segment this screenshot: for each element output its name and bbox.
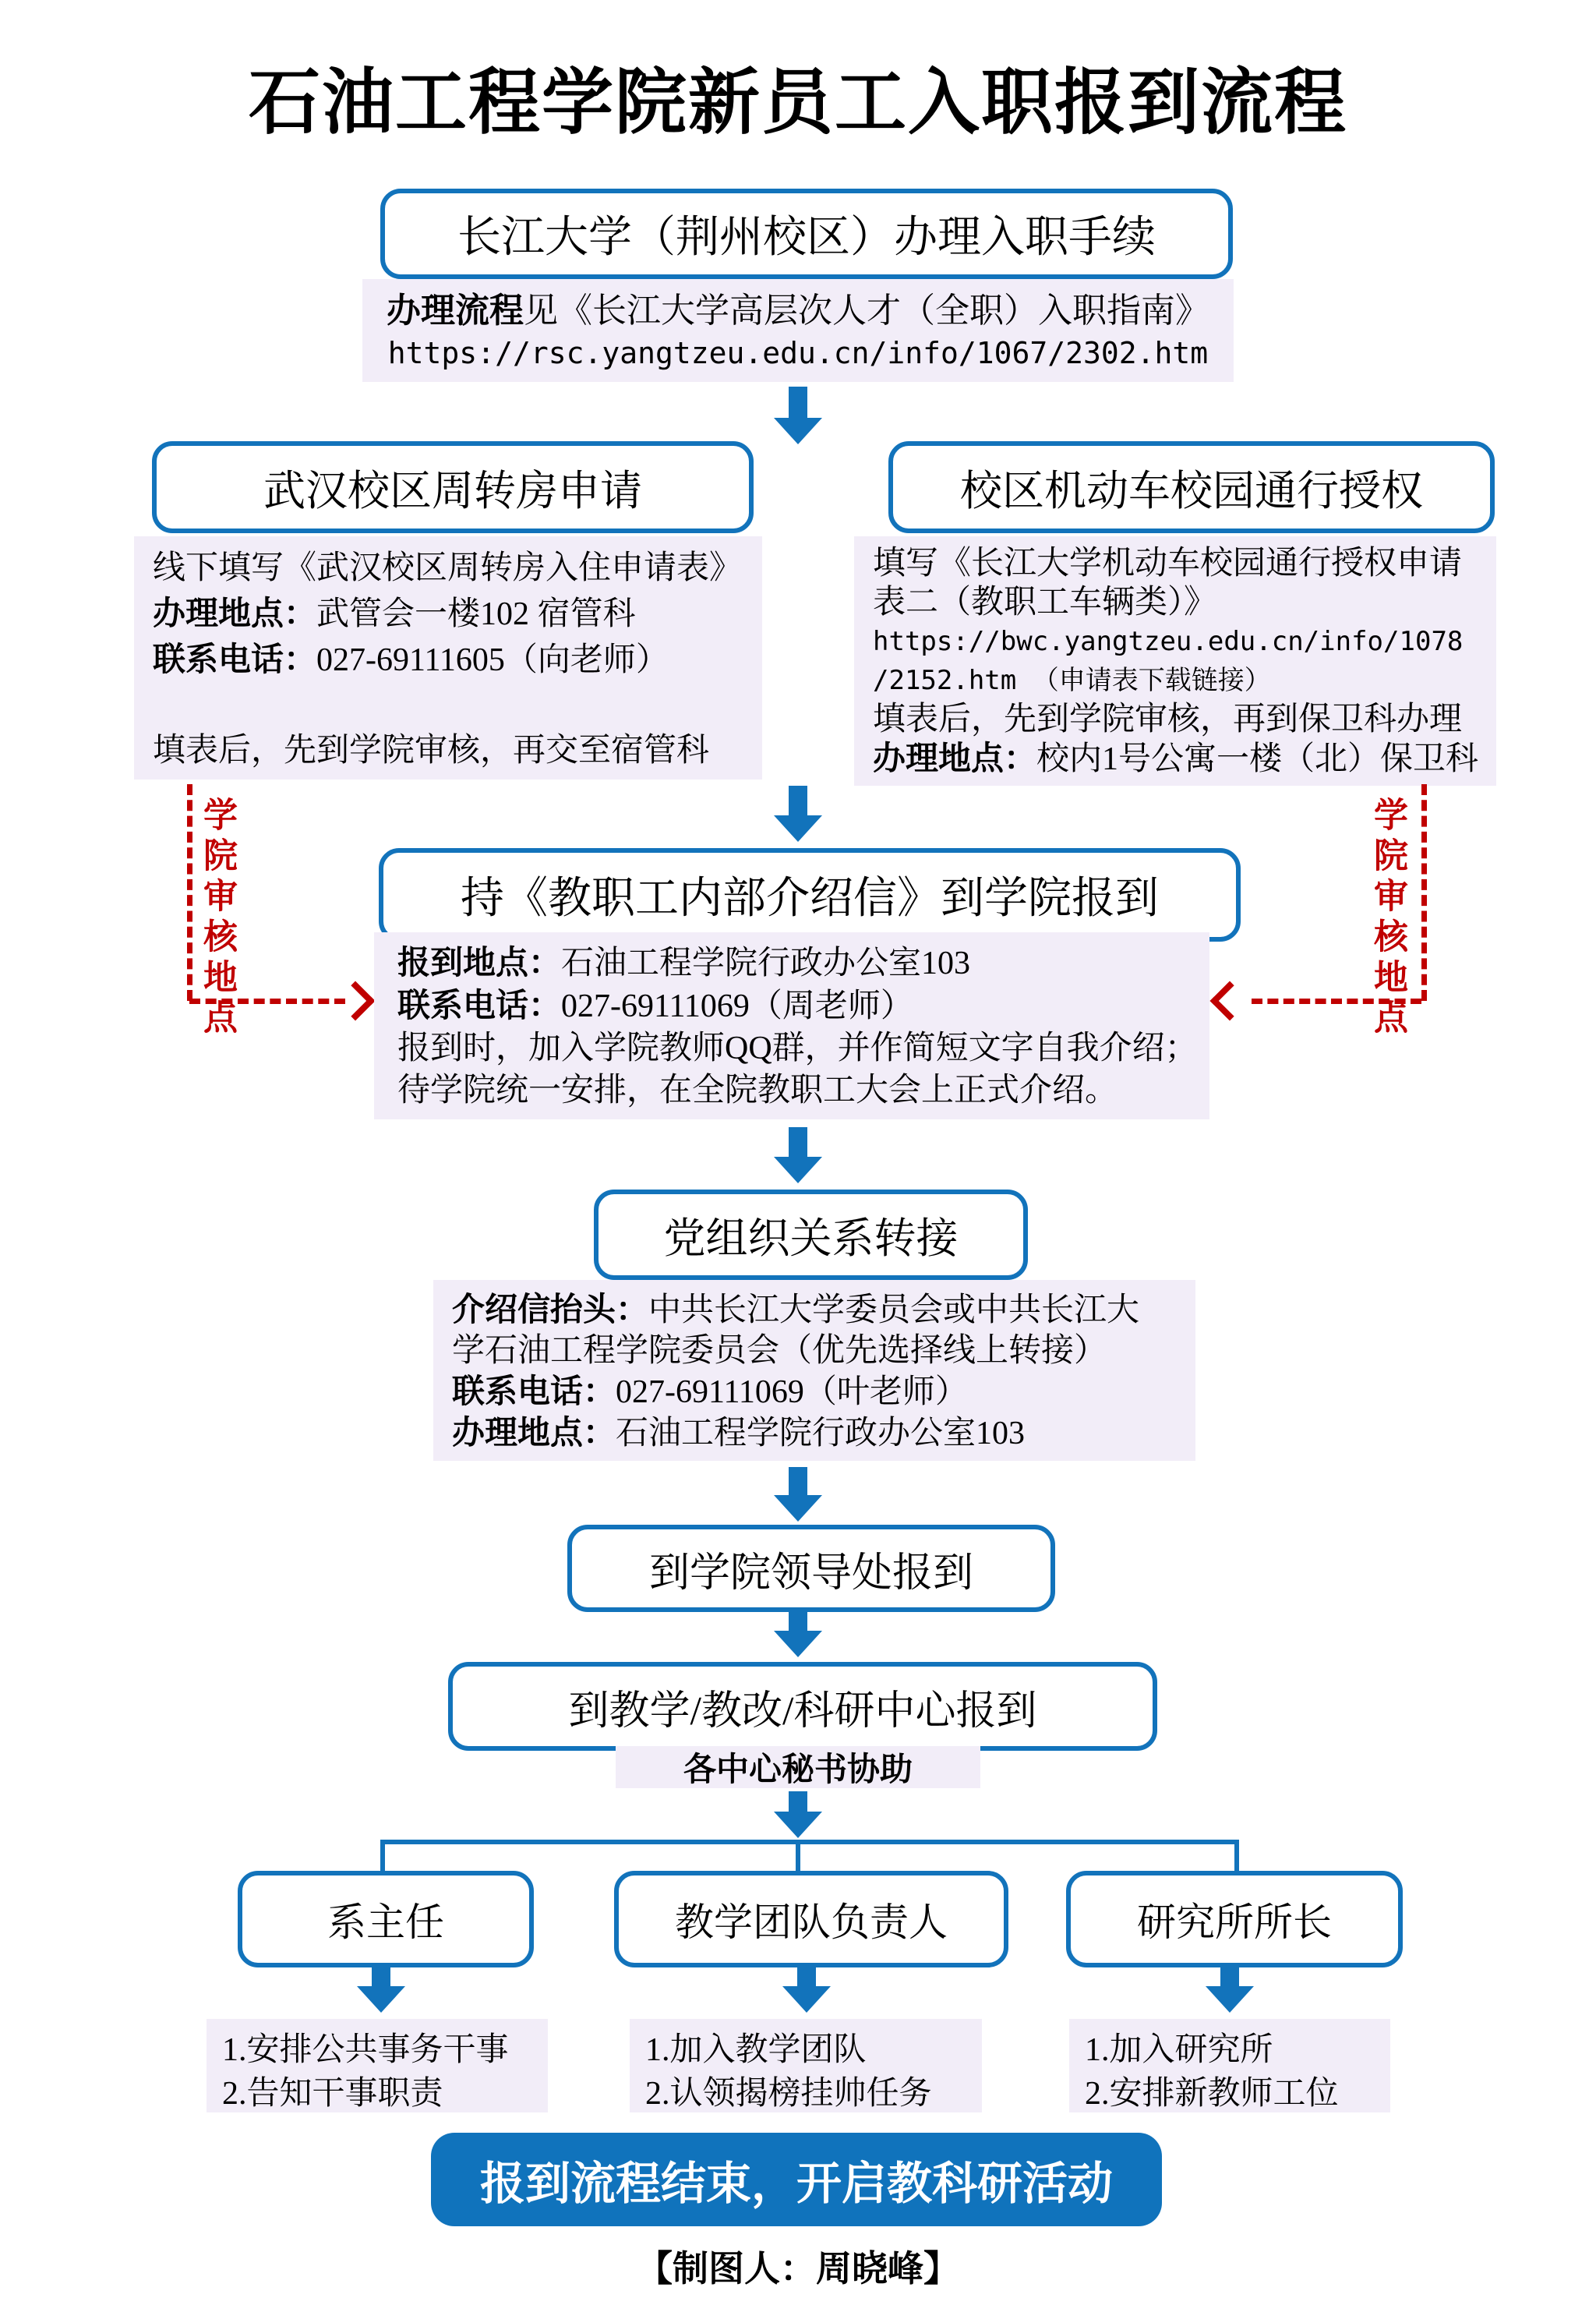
text-line: 联系电话：027-69111069（叶老师）: [452, 1373, 968, 1410]
audit-dashed-line-right: [1421, 784, 1427, 1001]
text-line: 报到地点：石油工程学院行政办公室103: [397, 944, 971, 981]
text-line: 办理地点：石油工程学院行政办公室103: [452, 1414, 1026, 1451]
flow-box-center-label: 到教学/教改/科研中心报到: [568, 1688, 1037, 1734]
text-line: 1.加入教学团队: [645, 2032, 867, 2068]
text-line: [153, 683, 743, 728]
note-box-college-report: [374, 932, 1209, 1119]
flow-box-vehicle-label: 校区机动车校园通行授权: [960, 467, 1423, 514]
flow-box-institute-director-label: 研究所所长: [1137, 1900, 1332, 1944]
flow-box-step1-label: 长江大学（荆州校区）办理入职手续: [457, 214, 1156, 262]
branch-connector-line: [380, 1840, 1239, 1844]
text-line: 填表后，先到学院审核，再交至宿管科: [153, 733, 710, 769]
text-line: 1.加入研究所: [1085, 2032, 1273, 2068]
note-box-housing: [134, 536, 762, 780]
flow-arrow-down-4: [774, 1467, 822, 1522]
audit-arrowhead-right: [1210, 981, 1250, 1021]
text-line: 线下填写《武汉校区周转房入住申请表》: [153, 550, 743, 586]
flow-box-party: [594, 1190, 1028, 1280]
flow-arrow-down-5: [774, 1607, 822, 1657]
text-line: 填写《长江大学机动车校园通行授权申请: [873, 546, 1463, 582]
text-line: 待学院统一安排，在全院教职工大会上正式介绍。: [397, 1073, 1118, 1108]
branch-stub-left: [380, 1840, 385, 1871]
audit-label-left: 学院审核地点: [198, 797, 236, 1040]
text-line: 2.告知干事职责: [222, 2076, 443, 2112]
audit-dashed-arrow-left: [189, 999, 345, 1004]
note-step1-line1: [387, 288, 1209, 334]
audit-dashed-arrow-right: [1252, 999, 1421, 1004]
note-strip-secretary-label: 各中心秘书协助: [683, 1751, 913, 1787]
text-line: 报到时，加入学院教师QQ群，并作简短文字自我介绍；: [397, 1031, 1198, 1066]
task-list-teaching-team: [630, 2019, 982, 2112]
text-line: 联系电话：027-69111069（周老师）: [397, 987, 913, 1024]
note-step1-url: https://rsc.yangtzeu.edu.cn/info/1067/2302.htm: [387, 336, 1209, 371]
page-title: 石油工程学院新员工入职报到流程: [248, 63, 1347, 143]
flow-box-department-head: [238, 1871, 534, 1967]
flow-box-center: [448, 1662, 1157, 1751]
flow-box-party-label: 党组织关系转接: [663, 1214, 959, 1262]
note-box-vehicle: [854, 536, 1496, 786]
flow-box-housing-label: 武汉校区周转房申请: [263, 467, 642, 514]
flow-box-college-report-label: 持《教职工内部介绍信》到学院报到: [461, 875, 1159, 923]
flow-box-institute-director: [1066, 1871, 1403, 1967]
audit-dashed-line-left: [187, 784, 192, 1001]
flow-box-housing: [152, 441, 754, 533]
flow-box-step1: [380, 189, 1233, 279]
text-line: 填表后，先到学院审核，再到保卫科办理: [873, 702, 1463, 737]
text-line: 介绍信抬头：中共长江大学委员会或中共长江大: [452, 1291, 1140, 1328]
branch-arrow-down-1: [357, 1964, 405, 2013]
finish-banner: [431, 2133, 1162, 2226]
note-step1-text: 见《长江大学高层次人才（全职）入职指南》: [524, 291, 1209, 330]
note-box-step1: [362, 279, 1234, 382]
flow-box-vehicle: [888, 441, 1495, 533]
flow-box-department-head-label: 系主任: [327, 1900, 444, 1944]
footer-credit: 【制图人：周晓峰】: [637, 2248, 959, 2289]
audit-label-right: 学院审核地点: [1368, 797, 1407, 1040]
branch-stub-center: [796, 1840, 800, 1871]
flow-box-leader: [567, 1525, 1055, 1612]
flow-arrow-down-2: [774, 786, 822, 842]
branch-arrow-down-3: [1206, 1964, 1254, 2013]
finish-banner-label: 报到流程结束，开启教科研活动: [479, 2158, 1113, 2209]
branch-stub-right: [1234, 1840, 1239, 1871]
audit-arrowhead-left: [336, 981, 376, 1021]
note-step1-lead: 办理流程: [387, 291, 524, 330]
text-line: 联系电话：027-69111605（向老师）: [153, 641, 669, 678]
note-box-party: [433, 1280, 1195, 1461]
flow-arrow-down-1: [774, 387, 822, 444]
flow-box-college-report: [379, 848, 1241, 942]
flow-box-leader-label: 到学院领导处报到: [648, 1550, 973, 1596]
flow-box-teaching-team-leader-label: 教学团队负责人: [675, 1900, 948, 1944]
task-list-institute: [1069, 2019, 1390, 2112]
text-line: https://bwc.yangtzeu.edu.cn/info/1078: [873, 626, 1464, 657]
note-strip-secretary: [616, 1746, 980, 1788]
text-line: 办理地点：武管会一楼102 宿管科: [153, 595, 636, 632]
text-line: 2.认领揭榜挂帅任务: [645, 2076, 932, 2112]
text-line: 2.安排新教师工位: [1085, 2076, 1339, 2112]
text-line: 学石油工程学院委员会（优先选择线上转接）: [452, 1333, 1107, 1369]
flow-arrow-down-6: [774, 1791, 822, 1838]
text-line: 1.安排公共事务干事: [222, 2032, 509, 2068]
text-line: /2152.htm （申请表下载链接）: [873, 665, 1271, 696]
task-list-department-head: [207, 2019, 548, 2112]
text-line: 办理地点：校内1号公寓一楼（北）保卫科: [873, 740, 1479, 777]
branch-arrow-down-2: [782, 1964, 831, 2013]
flow-box-teaching-team-leader: [614, 1871, 1008, 1967]
text-line: 表二（教职工车辆类）》: [873, 585, 1217, 620]
flow-arrow-down-3: [774, 1127, 822, 1183]
